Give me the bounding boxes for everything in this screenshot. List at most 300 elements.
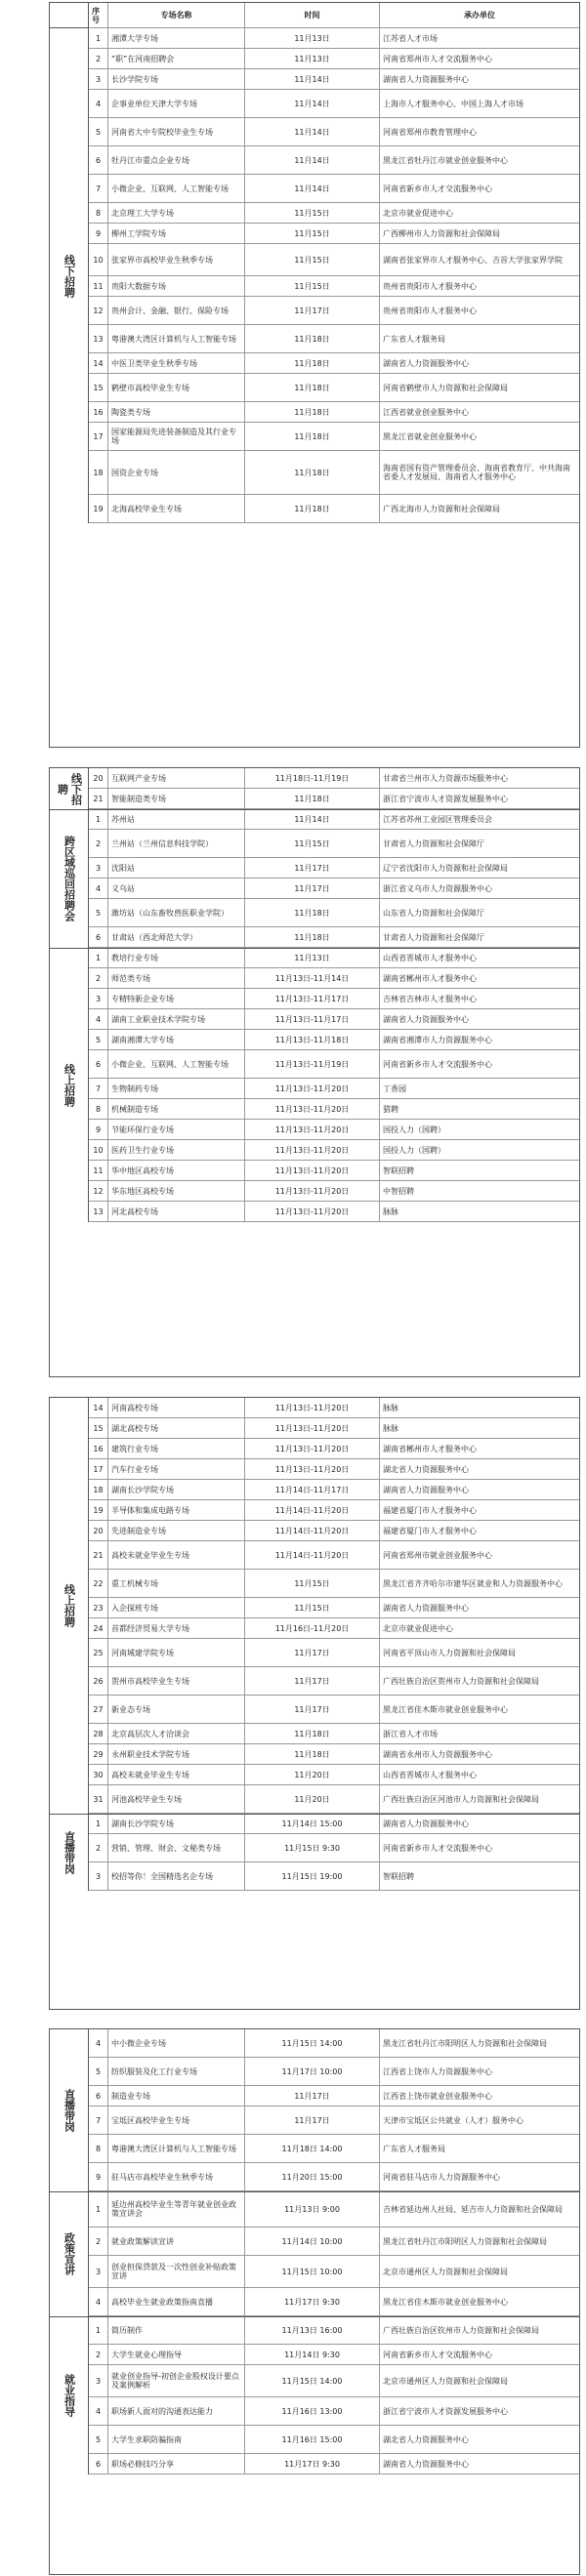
cell-time: 11月15日 [245,830,380,857]
cell-no: 2 [89,830,108,857]
table-row [89,2345,579,2365]
cell-time: 11月14日 [245,146,380,174]
cell-no: 3 [89,989,108,1008]
cell-time: 11月17日 [245,2086,380,2106]
cell-time: 11月18日 [245,927,380,947]
cell-org: 湖北省人力资源服务中心 [383,1464,469,1474]
cell-no: 19 [89,1500,108,1520]
cell-no: 17 [89,423,108,450]
cell-no: 16 [89,402,108,422]
table-row [89,968,579,989]
cell-no: 1 [89,28,108,48]
cell-name: 北海高校毕业生专场 [108,495,245,522]
table-row [89,495,579,523]
cell-time: 11月17日 [245,1639,380,1666]
cell-no: 2 [89,1834,108,1861]
cell-org: 黑龙江省齐齐哈尔市建华区就业和人力资源服务中心 [383,1578,563,1588]
cell-org: 广东省人才服务局 [383,2144,445,2153]
cell-no: 5 [89,2426,108,2453]
cell-name: 贺州市高校毕业生专场 [108,1667,245,1695]
cell-name: 湖南工业职业技术学院专场 [108,1009,245,1029]
cell-name: 就业政策解读宣讲 [108,2228,245,2255]
cell-org: 福建省厦门市人才服务中心 [383,1526,477,1535]
cell-time: 11月17日 [245,1667,380,1695]
cell-time: 11月14日-11月20日 [245,1500,380,1520]
cell-time: 11月15日 19:00 [245,1862,380,1890]
cell-org: 广西壮族自治区河池市人力资源和社会保障局 [383,1794,539,1804]
cell-time: 11月13日-11月20日 [245,1181,380,1201]
table-row [89,1785,579,1814]
table-row [89,2256,579,2288]
cell-org: 脉脉 [383,1423,398,1433]
table-row [89,1618,579,1639]
cell-no: 28 [89,1724,108,1743]
cell-name: 企事业单位天津大学专场 [108,90,245,117]
cell-no: 4 [89,2029,108,2057]
cell-org: 河南省郑州市教育管理中心 [383,127,477,137]
cell-org: 广西北海市人力资源和社会保障局 [383,504,500,513]
cell-name: 教培行业专场 [108,948,245,967]
cell-name: 半导体和集成电路专场 [108,1500,245,1520]
table-row [89,49,579,69]
schedule-panel-4 [49,2028,580,2575]
cell-no: 2 [89,2345,108,2364]
cell-name: 先进制造业专场 [108,1521,245,1540]
cell-time: 11月13日-11月20日 [245,1459,380,1479]
cell-no: 20 [89,768,108,788]
cell-no: 2 [89,49,108,68]
cell-org: 甘肃省兰州市人力资源市场服务中心 [383,773,508,783]
cell-no: 25 [89,1639,108,1666]
table-row [89,879,579,899]
table-row [89,830,579,858]
table-row [89,2228,579,2256]
cell-org: 河南省驻马店市人力资源服务中心 [383,2172,500,2182]
cell-time: 11月15日 [245,1598,380,1617]
cell-org: 北京市通州区人力资源和社会保障局 [383,2267,508,2276]
cell-no: 11 [89,276,108,296]
cell-org: 黑龙江省佳木斯市就业创业服务中心 [383,2297,508,2307]
cell-name: 延边州高校毕业生等青年就业创业政策宣讲会 [108,2191,245,2227]
table-row [89,1598,579,1618]
cell-time: 11月18日 [245,1744,380,1764]
cell-no: 7 [89,1079,108,1098]
cell-name: 贵阳大数据专场 [108,276,245,296]
table-row [89,2365,579,2397]
cell-org: 辽宁省沈阳市人力资源和社会保障局 [383,863,508,873]
table-row [89,1418,579,1439]
cell-time: 11月17日 [245,858,380,878]
cell-no: 18 [89,1480,108,1499]
cell-no: 20 [89,1521,108,1540]
cell-time: 11月13日-11月20日 [245,1120,380,1139]
cell-no: 8 [89,1099,108,1119]
table-row [89,2135,579,2163]
cell-org: 北京市就业促进中心 [383,1623,453,1633]
cell-no: 7 [89,2106,108,2134]
cell-time: 11月20日 [245,1785,380,1813]
cell-org: 广东省人才服务局 [383,334,445,344]
cell-time: 11月17日 9:30 [245,2454,380,2474]
cell-org: 山西省晋城市人才服务中心 [383,1770,477,1779]
cell-name: 简历制作 [108,2316,245,2344]
cell-no: 21 [89,789,108,808]
cell-org: 天津市宝坻区公共就业（人才）服务中心 [383,2115,523,2125]
cell-name: 张家界市高校毕业生秋季专场 [108,244,245,275]
cell-name: 沈阳站 [108,858,245,878]
cell-no: 9 [89,2163,108,2190]
cell-time: 11月18日 14:00 [245,2135,380,2162]
cell-time: 11月13日-11月20日 [245,1439,380,1458]
cell-org: 河南省新乡市人才交流服务中心 [383,184,492,193]
cell-org: 湖南省人力资源服务中心 [383,1485,469,1494]
cell-time: 11月15日 [245,203,380,223]
cell-org: 山东省人力资源和社会保障厅 [383,908,484,918]
cell-name: 驻马店市高校毕业生秋季专场 [108,2163,245,2190]
cell-no: 3 [89,1862,108,1890]
category-label-cross: 跨区域巡回招聘会 [50,809,89,948]
cell-name: 制造业专场 [108,2086,245,2106]
cell-org: 湖南省人力资源服务中心 [383,74,469,84]
cell-time: 11月13日-11月17日 [245,989,380,1008]
cell-time: 11月16日-11月20日 [245,1618,380,1638]
cell-time: 11月17日 [245,1696,380,1723]
cell-time: 11月15日 14:00 [245,2029,380,2057]
table-row [89,1765,579,1785]
cell-time: 11月14日 10:00 [245,2228,380,2255]
cell-name: 医药卫生行业专场 [108,1140,245,1160]
cell-no: 29 [89,1744,108,1764]
cell-org: 湖南省人力资源服务中心 [383,1014,469,1024]
cell-name: 河南城建学院专场 [108,1639,245,1666]
category-divider [50,948,579,949]
cell-name: 新业态专场 [108,1696,245,1723]
table-row [89,175,579,203]
table-row [89,2397,579,2426]
cell-name: 中小微企业专场 [108,2029,245,2057]
cell-org: 浙江省宁波市人才资源发展服务中心 [383,2406,508,2416]
cell-no: 2 [89,968,108,988]
table-header-row [89,3,579,28]
cell-org: 湖南省郴州市人才服务中心 [383,973,477,983]
cell-no: 1 [89,1814,108,1833]
cell-name: 湖南长沙学院专场 [108,1480,245,1499]
table-row [89,353,579,374]
cell-time: 11月14日-11月20日 [245,1521,380,1540]
cell-name: 长沙学院专场 [108,69,245,89]
table-row [89,1570,579,1598]
cell-org: 广西壮族自治区钦州市人力资源和社会保障局 [383,2325,539,2335]
cell-no: 12 [89,297,108,324]
cell-no: 1 [89,2316,108,2344]
category-label-online: 线上招聘 [50,948,89,1222]
cell-name: 甘肃站（西北师范大学） [108,927,245,947]
cell-name: 校招等你！全国精选名企专场 [108,1862,245,1890]
cell-name: 首都经济贸易大学专场 [108,1618,245,1638]
table-row [89,276,579,297]
table-row [89,224,579,244]
cell-name: 粤港澳大湾区计算机与人工智能专场 [108,2135,245,2162]
table-row [89,69,579,90]
cell-no: 3 [89,2256,108,2287]
cell-name: 北京理工大学专场 [108,203,245,223]
cell-org: 北京市通州区人力资源和社会保障局 [383,2376,508,2386]
cell-no: 9 [89,1120,108,1139]
cell-org: 江苏省人才市场 [383,33,438,43]
cell-org: 黑龙江省牡丹江市阳明区人力资源和社会保障局 [383,2038,547,2048]
cell-org: 江西省上饶市就业创业服务中心 [383,2091,492,2101]
cell-time: 11月13日-11月14日 [245,968,380,988]
cell-time: 11月13日-11月19日 [245,1050,380,1078]
category-divider [50,1814,579,1815]
cell-no: 30 [89,1765,108,1784]
cell-no: 9 [89,224,108,243]
cell-no: 6 [89,2086,108,2106]
cell-no: 3 [89,69,108,89]
cell-org: 湖北省人力资源服务中心 [383,2434,469,2444]
table-row [89,2086,579,2106]
cell-time: 11月18日 [245,353,380,373]
cell-org: 脉脉 [383,1403,398,1412]
table-row [89,858,579,879]
schedule-panel-3 [49,1397,580,2010]
table-row [89,789,579,809]
cell-time: 11月18日 [245,374,380,401]
cell-no: 4 [89,879,108,898]
cell-no: 6 [89,927,108,947]
cell-no: 1 [89,948,108,967]
table-row [89,244,579,276]
cell-no: 5 [89,2058,108,2085]
cell-org: 广西壮族自治区贺州市人力资源和社会保障局 [383,1676,539,1686]
cell-no: 16 [89,1439,108,1458]
cell-no: 13 [89,325,108,352]
cell-time: 11月15日 [245,224,380,243]
cell-no: 8 [89,203,108,223]
cell-name: 苏州站 [108,809,245,829]
cell-time: 11月14日 [245,118,380,145]
cell-time: 11月17日 [245,2106,380,2134]
table-row [89,1834,579,1862]
cell-name: 小微企业、互联网、人工智能专场 [108,1050,245,1078]
cell-org: 浙江省宁波市人才资源发展服务中心 [383,794,508,803]
table-row [89,2288,579,2316]
cell-time: 11月13日 [245,948,380,967]
cell-org: 中智招聘 [383,1186,414,1196]
category-label-guide: 就业指导 [50,2316,89,2474]
table-row [89,28,579,49]
table-row [89,1161,579,1181]
cell-name: 智能制造类专场 [108,789,245,808]
cell-time: 11月17日 [245,297,380,324]
cell-name: 大学生就业心理指导 [108,2345,245,2364]
panel-rows [89,768,579,1376]
cell-name: 国资企业专场 [108,451,245,494]
cell-org: 海南省国有资产管理委员会、海南省教育厅、中共海南省委人才发展局、海南省人才服务中心 [383,464,570,481]
cell-org: 丁香园 [383,1084,406,1093]
header-no: 序号 [89,3,108,27]
cell-time: 11月16日 15:00 [245,2426,380,2453]
cell-time: 11月18日 [245,495,380,522]
cell-org: 北京市就业促进中心 [383,208,453,218]
cell-name: 河北高校专场 [108,1202,245,1221]
category-label-live: 直播带岗 [50,2029,89,2191]
cell-no: 7 [89,175,108,202]
cell-org: 脉脉 [383,1206,398,1216]
cell-time: 11月15日 10:00 [245,2256,380,2287]
cell-name: 湖北高校专场 [108,1418,245,1438]
table-row [89,899,579,927]
cell-name: 宝坻区高校毕业生专场 [108,2106,245,2134]
cell-org: 贵州省贵阳市人才服务中心 [383,306,477,315]
table-row [89,927,579,948]
cell-time: 11月15日 [245,276,380,296]
cell-name: 陶瓷类专场 [108,402,245,422]
category-header-blank [50,3,89,28]
cell-time: 11月14日-11月20日 [245,1541,380,1569]
cell-time: 11月13日-11月20日 [245,1099,380,1119]
cell-no: 26 [89,1667,108,1695]
table-row [89,451,579,495]
cell-name: 贵州会计、金融、银行、保险专场 [108,297,245,324]
cell-no: 4 [89,90,108,117]
cell-no: 5 [89,118,108,145]
cell-name: 湖南湘潭大学专场 [108,1030,245,1049]
cell-time: 11月15日 [245,244,380,275]
table-row [89,1480,579,1500]
cell-time: 11月14日-11月17日 [245,1480,380,1499]
category-label-offline: 线下招聘 [50,28,89,523]
cell-name: 就业创业指导-初创企业股权设计要点及案例解析 [108,2365,245,2396]
cell-no: 4 [89,1009,108,1029]
cell-time: 11月13日-11月20日 [245,1202,380,1221]
cell-name: 高校毕业生就业政策指南直播 [108,2288,245,2315]
cell-name: 生物制药专场 [108,1079,245,1098]
cell-org: 广西柳州市人力资源和社会保障局 [383,228,500,238]
table-row [89,1079,579,1099]
cell-org: 智联招聘 [383,1165,414,1175]
cell-time: 11月18日 [245,402,380,422]
cell-name: 河南省大中专院校毕业生专场 [108,118,245,145]
panel-rows [89,2029,579,2574]
table-row [89,2163,579,2191]
cell-no: 18 [89,451,108,494]
cell-no: 15 [89,1418,108,1438]
cell-name: 职场必修技巧分享 [108,2454,245,2474]
cell-org: 河南省鹤壁市人力资源和社会保障局 [383,383,508,392]
cell-name: 华东地区高校专场 [108,1181,245,1201]
table-row [89,1099,579,1120]
header-name: 专场名称 [108,3,245,27]
cell-org: 甘肃省人力资源和社会保障厅 [383,838,484,848]
table-row [89,1814,579,1834]
table-row [89,325,579,353]
cell-no: 6 [89,146,108,174]
category-divider [50,809,579,810]
cell-no: 17 [89,1459,108,1479]
header-time: 时间 [245,3,380,27]
cell-time: 11月14日 [245,175,380,202]
schedule-panel-1 [49,2,580,748]
cell-name: “职”在河南招聘会 [108,49,245,68]
cell-time: 11月14日 [245,69,380,89]
table-row [89,2106,579,2135]
cell-time: 11月20日 [245,1765,380,1784]
table-row [89,90,579,118]
cell-no: 6 [89,2454,108,2474]
table-row [89,989,579,1009]
cell-name: 小微企业、互联网、人工智能专场 [108,175,245,202]
schedule-panel-2 [49,767,580,1377]
cell-no: 1 [89,2191,108,2227]
cell-no: 14 [89,1398,108,1417]
table-row [89,1202,579,1222]
cell-org: 智联招聘 [383,1871,414,1881]
table-row [89,1696,579,1724]
cell-org: 湖南省人力资源服务中心 [383,2459,469,2469]
cell-time: 11月18日 [245,899,380,926]
table-row [89,1724,579,1744]
cell-name: 重工机械专场 [108,1570,245,1597]
cell-org: 国投人力（国聘） [383,1145,445,1155]
cell-time: 11月18日 [245,451,380,494]
cell-org: 黑龙江省牡丹江市阳明区人力资源和社会保障局 [383,2236,547,2246]
cell-org: 河南省新乡市人才交流服务中心 [383,2350,492,2359]
cell-org: 湖南省湘潭市人力资源服务中心 [383,1035,492,1044]
cell-no: 1 [89,809,108,829]
cell-time: 11月13日 [245,28,380,48]
cell-name: 潍坊站（山东畜牧兽医职业学院） [108,899,245,926]
cell-org: 河南省郑州市人才交流服务中心 [383,54,492,63]
cell-no: 13 [89,1202,108,1221]
cell-time: 11月13日-11月20日 [245,1161,380,1180]
cell-name: 汽车行业专场 [108,1459,245,1479]
cell-time: 11月15日 9:30 [245,1834,380,1861]
table-row [89,1862,579,1891]
cell-time: 11月13日-11月20日 [245,1140,380,1160]
cell-no: 14 [89,353,108,373]
cell-name: 大学生求职防骗指南 [108,2426,245,2453]
cell-time: 11月17日 9:30 [245,2288,380,2315]
table-row [89,1459,579,1480]
cell-no: 11 [89,1161,108,1180]
cell-org: 吉林省吉林市人才服务中心 [383,994,477,1003]
cell-no: 24 [89,1618,108,1638]
cell-org: 湖南省人力资源服务中心 [383,358,469,368]
table-row [89,1639,579,1667]
cell-name: 河池高校毕业生专场 [108,1785,245,1813]
category-divider [50,2316,579,2317]
cell-name: 节能环保行业专场 [108,1120,245,1139]
cell-name: 互联网产业专场 [108,768,245,788]
cell-name: 高校未就业毕业生专场 [108,1541,245,1569]
cell-name: 高校未就业毕业生专场 [108,1765,245,1784]
cell-no: 10 [89,1140,108,1160]
cell-time: 11月13日-11月18日 [245,1030,380,1049]
cell-time: 11月13日-11月20日 [245,1079,380,1098]
cell-no: 8 [89,2135,108,2162]
cell-name: 师范类专场 [108,968,245,988]
table-row [89,2316,579,2345]
cell-time: 11月14日 9:30 [245,2345,380,2364]
cell-org: 黑龙江省就业创业服务中心 [383,431,477,441]
cell-name: 国家能源局先进装备制造及其行业专场 [108,423,245,450]
header-org: 承办单位 [464,11,495,20]
cell-org: 黑龙江省佳木斯市就业创业服务中心 [383,1704,508,1714]
table-row [89,2058,579,2086]
panel-rows [89,3,579,747]
table-row [89,1541,579,1570]
